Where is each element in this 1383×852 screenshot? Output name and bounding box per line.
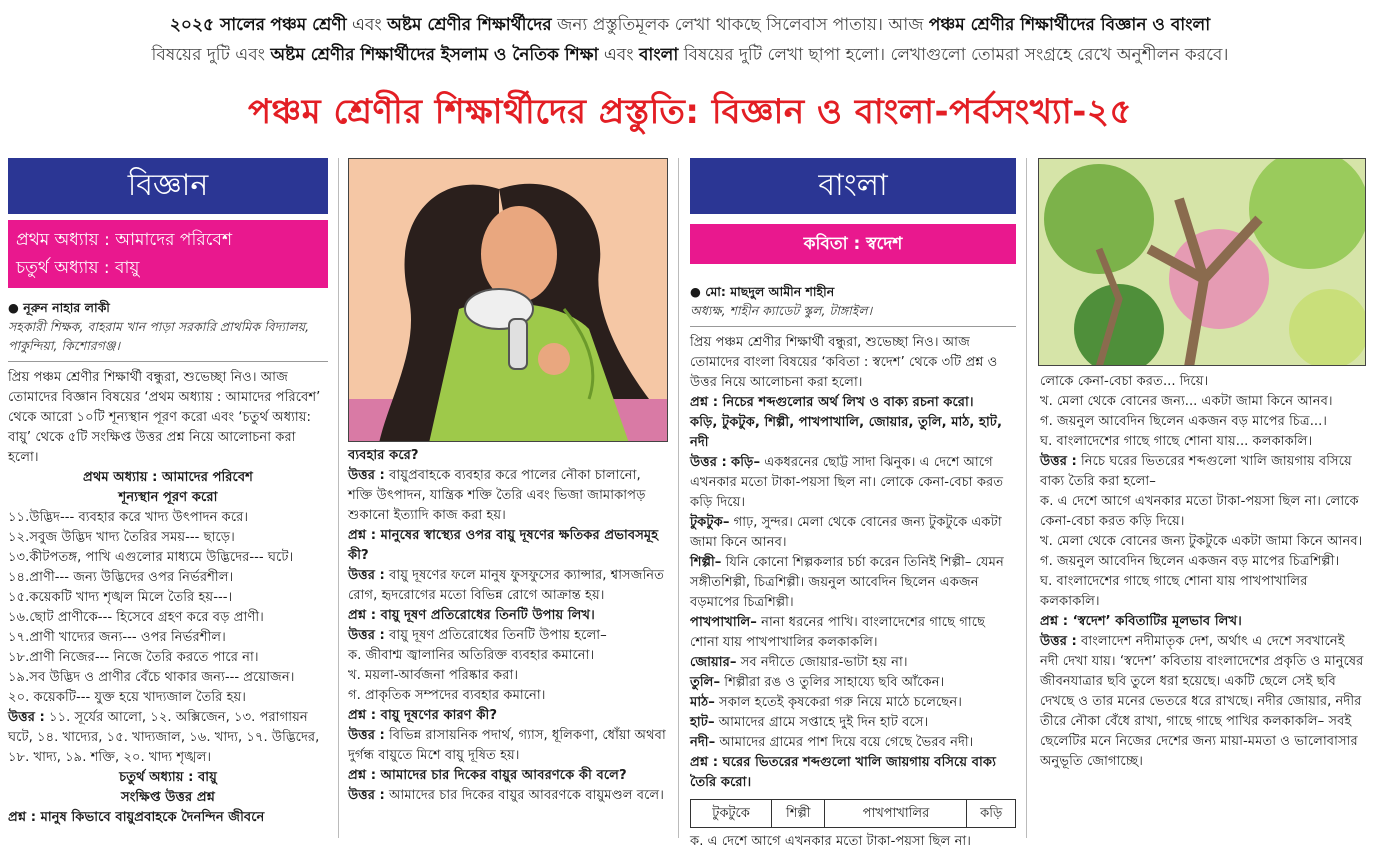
- science-sub-heading-1: প্রথম অধ্যায় : আমাদের পরিবেশ: [82, 470, 253, 485]
- intro-text: [40, 10, 1340, 70]
- chapter-1-label: প্রথম অধ্যায় : আমাদের পরিবেশ: [16, 230, 233, 250]
- word-meaning: আমাদের গ্রামে সপ্তাহে দুই দিন হাট বসে।: [718, 715, 929, 730]
- answer-3-item-a: ক. জীবাশ্ম জ্বালানির অতিরিক্ত ব্যবহার কমানো।: [348, 648, 595, 663]
- science-column: [8, 158, 328, 828]
- blank-sentence: ঘ. বাংলাদেশের গাছে গাছে শোনা যায়... কলকাকলি।: [1040, 434, 1313, 449]
- word-meaning-list: [690, 453, 1016, 753]
- answer-3-item-b: খ. ময়লা-আর্বজনা পরিষ্কার করা।: [348, 668, 519, 683]
- word-meaning: শিল্পীরা রঙ ও তুলির সাহায্যে ছবি আঁকেন।: [724, 675, 945, 690]
- word-term: মাঠ–: [690, 695, 715, 710]
- word-box-cell: শিল্পী: [772, 800, 825, 828]
- word-meaning: একধরনের ছোট্ট সাদা ঝিনুক। এ দেশে আগে এখনকার মতো টাকা-পয়সা ছিল না। লোকে কেনা-বেচা করত কড়ি দিয়ে।: [690, 455, 1004, 510]
- bangla-question-1-words: কড়ি, টুকটুক, শিল্পী, পাখপাখালি, জোয়ার, তুলি, মাঠ, হাট, নদী: [690, 415, 1002, 450]
- question-3: প্রশ্ন : বায়ু দূষণ প্রতিরোধের তিনটি উপায় লিখ।: [348, 608, 595, 623]
- bangla-intro: প্রিয় পঞ্চম শ্রেণীর শিক্ষার্থী বন্ধুরা, শুভেচ্ছা নিও। আজ তোমাদের বাংলা বিষয়ের ‘কবিতা : স্বদেশ’ থেকে ৩টি প্রশ্ন ও উত্তর নিয়ে আলোচনা করা হলো।: [690, 335, 998, 390]
- word-meaning: সকাল হতেই কৃষকেরা গরু নিয়ে মাঠে চলেছেন।: [719, 695, 962, 710]
- word-entry: [690, 733, 1016, 753]
- question-4: প্রশ্ন : বায়ু দূষণের কারণ কী?: [348, 708, 497, 723]
- bangla-question-3: প্রশ্ন : ‘স্বদেশ’ কবিতাটির মূলভাব লিখ।: [1040, 614, 1242, 629]
- bangla-question-1: প্রশ্ন : নিচের শব্দগুলোর অর্থ লিখ ও বাক্য রচনা করো।: [690, 395, 974, 410]
- science-intro: প্রিয় পঞ্চম শ্রেণীর শিক্ষার্থী বন্ধুরা, শুভেচ্ছা নিও। আজ তোমাদের বিজ্ঞান বিষয়ের ‘প্রথম অধ্যায় : আমাদের পরিবেশ’ থেকে আরো ১০টি শূন্যস্থান পূরণ করো এবং ‘চতুর্থ অধ্যায়: বায়ু’ থেকে ৫টি সংক্ষিপ্ত উত্তর প্রশ্ন নিয়ে আলোচনা করা হলো।: [8, 370, 321, 465]
- word-box-cell: টুকটুকে: [691, 800, 772, 828]
- bangla-poem-box: কবিতা : স্বদেশ: [690, 224, 1016, 264]
- word-meaning: আমাদের গ্রামের পাশ দিয়ে বয়ে গেছে ভৈরব নদী।: [719, 735, 974, 750]
- intro-line-2: বিষয়ের দুটি এবং অষ্টম শ্রেণীর শিক্ষার্থীদের ইসলাম ও নৈতিক শিক্ষা এবং বাংলা বিষয়ের দুটি লেখা ছাপা হলো। লেখাগুলো তোমরা সংগ্রহে রেখে অনুশীলন করবে।: [151, 45, 1229, 65]
- answer-label: উত্তর :: [690, 455, 727, 470]
- word-term: শিল্পী–: [690, 555, 722, 570]
- fill-blank-item: ১৬.ছোট প্রাণীকে--- হিসেবে গ্রহণ করে বড় প্রাণী।: [8, 610, 264, 625]
- illustration-art: [349, 159, 668, 442]
- word-box-cell: কড়ি: [967, 800, 1016, 828]
- answer-1: উত্তর : বায়ুপ্রবাহকে ব্যবহার করে পালের নৌকা চালানো, শক্তি উৎপাদন, যান্ত্রিক শক্তি তৈরি এবং ভিজা জামাকাপড় শুকানো ইত্যাদি কাজ করা হয়।: [348, 468, 646, 523]
- answer-4: উত্তর : বিভিন্ন রাসায়নিক পদার্থ, গ্যাস, ধূলিকণা, ধোঁয়া অথবা দুর্গন্ধ বায়ুতে মিশে বায়ু দূষিত হয়।: [348, 728, 666, 763]
- word-entry: [690, 613, 1016, 653]
- author-designation: সহকারী শিক্ষক, বাহরাম খান পাড়া সরকারি প্রাথমিক বিদ্যালয়, পাকুন্দিয়া, কিশোরগঞ্জ।: [8, 319, 310, 353]
- word-entry: [690, 713, 1016, 733]
- chapter-4-label: চতুর্থ অধ্যায় : বায়ু: [16, 258, 140, 278]
- filled-sentence: গ. জয়নুল আবেদিন ছিলেন একজন বড় মাপের চিত্রশিল্পী।: [1040, 554, 1340, 569]
- bangla-question-2: প্রশ্ন : ঘরের ভিতরের শব্দগুলো খালি জায়গায় বসিয়ে বাক্য তৈরি করো।: [690, 755, 996, 790]
- word-term: কড়ি–: [731, 455, 761, 470]
- blank-sentence: খ. মেলা থেকে বোনের জন্য... একটা জামা কিনে আনব।: [1040, 394, 1333, 409]
- column-divider: [338, 158, 339, 838]
- bangla-author: [690, 282, 1016, 327]
- fill-blank-item: ২০. কয়েকটি--- যুক্ত হয়ে খাদ্যজাল তৈরি হয়।: [8, 690, 247, 705]
- column-divider: [1026, 158, 1027, 838]
- author-name: ● নূরুন নাহার লাকী: [8, 300, 110, 315]
- filled-sentence: খ. মেলা থেকে বোনের জন্য টুকটুকে একটা জামা কিনে আনব।: [1040, 534, 1363, 549]
- fill-blank-item: ১৮.প্রাণী নিজের--- নিজে তৈরি করতে পারে না।: [8, 650, 259, 665]
- fill-blank-item: ১৪.প্রাণী--- জন্য উদ্ভিদের ওপর নির্ভরশীল।: [8, 570, 234, 585]
- hair-dryer-illustration: [348, 158, 668, 442]
- page-headline: পঞ্চম শ্রেণীর শিক্ষার্থীদের প্রস্তুতি: বিজ্ঞান ও বাংলা-পর্বসংখ্যা-২৫: [247, 92, 1133, 132]
- word-term: পাখপাখালি–: [690, 615, 757, 630]
- blank-sentence: গ. জয়নুল আবেদিন ছিলেন একজন বড় মাপের চিত্র...।: [1040, 414, 1328, 429]
- author-name: ● মো: মাছদুল আমীন শাহীন: [690, 284, 835, 299]
- answer-2: উত্তর : বায়ু দূষণের ফলে মানুষ ফুসফুসের ক্যান্সার, শ্বাসজনিত রোগ, হৃদরোগের মতো বিভিন্ন রোগে আক্রান্ত হয়।: [348, 568, 665, 603]
- science-title: বিজ্ঞান: [8, 158, 328, 214]
- bangla-answer-2-intro: উত্তর : নিচে ঘরের ভিতরের শব্দগুলো খালি জায়গায় বসিয়ে বাক্য তৈরি করা হলো–: [1040, 454, 1352, 489]
- science-continued-column: [348, 446, 668, 806]
- word-entry: [690, 693, 1016, 713]
- science-sub-heading-1b: শূন্যস্থান পূরণ করো: [118, 490, 218, 505]
- bangla-title: বাংলা: [690, 158, 1016, 214]
- fill-blank-item: ১৭.প্রাণী খাদ্যের জন্য--- ওপর নির্ভরশীল।: [8, 630, 226, 645]
- bangla-continued-column: [1040, 372, 1366, 772]
- science-answers: উত্তর : ১১. সূর্যের আলো, ১২. অক্সিজেন, ১৩. পরাগায়ন ঘটে, ১৪. খাদ্যের, ১৫. খাদ্যজাল, ১৬. খাদ্য, ১৭. উদ্ভিদের, ১৮. খাদ্য, ১৯. শক্তি, ২০. খাদ্য শৃঙ্খল।: [8, 710, 320, 765]
- word-meaning: যিনি কোনো শিল্পকলার চর্চা করেন তিনিই শিল্পী– যেমন সঙ্গীতশিল্পী, চিত্রশিল্পী। জয়নুল আবেদিন ছিলেন একজন বড়মাপের চিত্রশিল্পী।: [690, 555, 1004, 610]
- fill-blank-item: ১৯.সব উদ্ভিদ ও প্রাণীর বেঁচে থাকার জন্য--- প্রয়োজন।: [8, 670, 295, 685]
- word-term: নদী–: [690, 735, 716, 750]
- illustration-art: [1039, 159, 1366, 366]
- bangla-answer-3: উত্তর : বাংলাদেশ নদীমাতৃক দেশ, অর্থাৎ এ দেশে সবখানেই নদী দেখা যায়। ‘স্বদেশ’ কবিতায় বাংলাদেশের প্রকৃতি ও মানুষের জীবনযাত্রার ছবি তুলে ধরা হয়েছে। একটি ছেলে সেই ছবি দেখছে ও তার মনের ভেতরে ধরে রাখছে। নদীর জোয়ার, নদীর তীরে নৌকা বেঁধে রাখা, গাছে গাছে পাখির কলকাকলি– সবই ছেলেটির মনে নিজের দেশের জন্য মায়া-মমতা ও ভালোবাসার অনুভূতি জোগাচ্ছে।: [1040, 634, 1364, 769]
- intro-line-1: ২০২৫ সালের পঞ্চম শ্রেণী এবং অষ্টম শ্রেণীর শিক্ষার্থীদের জন্য প্রস্তুতিমূলক লেখা থাকছে সিলেবাস পাতায়। আজ পঞ্চম শ্রেণীর শিক্ষার্থীদের বিজ্ঞান ও বাংলা: [169, 15, 1211, 35]
- word-entry: [690, 553, 1016, 613]
- word-meaning: গাঢ়, সুন্দর। মেলা থেকে বোনের জন্য টুকটুকে একটা জামা কিনে আনব।: [690, 515, 1002, 550]
- word-entry: [690, 653, 1016, 673]
- science-sub-heading-2: চতুর্থ অধ্যায় : বায়ু: [119, 770, 217, 785]
- word-box-cell: পাখপাখালির: [825, 800, 967, 828]
- fill-blank-item: ১২.সবুজ উদ্ভিদ খাদ্য তৈরির সময়--- ছাড়ে।: [8, 530, 235, 545]
- word-box-table: [690, 799, 1016, 828]
- fill-blank-item: ১৩.কীটপতঙ্গ, পাখি এগুলোর মাধ্যমে উদ্ভিদের--- ঘটে।: [8, 550, 294, 565]
- word-term: টুকটুক–: [690, 515, 730, 530]
- answer-3-item-c: গ. প্রাকৃতিক সম্পদের ব্যবহার কমানো।: [348, 688, 546, 703]
- blank-lines: [1040, 372, 1366, 452]
- fill-blank-list: [8, 508, 328, 708]
- fill-blank-item: ১৫.কয়েকটি খাদ্য শৃঙ্খল মিলে তৈরি হয়---।: [8, 590, 233, 605]
- word-term: তুলি–: [690, 675, 721, 690]
- science-sub-heading-2b: সংক্ষিপ্ত উত্তর প্রশ্ন: [121, 790, 215, 805]
- science-chapter-box: [8, 220, 328, 288]
- fill-blank-item: ১১.উদ্ভিদ--- ব্যবহার করে খাদ্য উৎপাদন করে।: [8, 510, 249, 525]
- bangla-last-line: ক. এ দেশে আগে এখনকার মতো টাকা-পয়সা ছিল না।: [690, 834, 971, 849]
- question-2: প্রশ্ন : মানুষের স্বাস্থ্যের ওপর বায়ু দূষণের ক্ষতিকর প্রভাবসমূহ কী?: [348, 528, 659, 563]
- word-meaning: সব নদীতে জোয়ার-ভাটা হয় না।: [740, 655, 908, 670]
- word-entry: [690, 513, 1016, 553]
- science-author: [8, 298, 328, 362]
- answer-3: উত্তর : বায়ু দূষণ প্রতিরোধের তিনটি উপায় হলো–: [348, 628, 607, 643]
- blank-sentence: লোকে কেনা-বেচা করত... দিয়ে।: [1040, 374, 1209, 389]
- tree-illustration: [1038, 158, 1366, 366]
- question-1-continued: ব্যবহার করে?: [348, 448, 419, 463]
- word-meaning: নানা ধরনের পাখি। বাংলাদেশের গাছে গাছে শোনা যায় পাখপাখালির কলকাকলি।: [690, 615, 986, 650]
- word-entry: [690, 453, 1016, 513]
- filled-lines: [1040, 492, 1366, 612]
- filled-sentence: ক. এ দেশে আগে এখনকার মতো টাকা-পয়সা ছিল না। লোকে কেনা-বেচা করত কড়ি দিয়ে।: [1040, 494, 1359, 529]
- word-term: হাট–: [690, 715, 715, 730]
- author-designation: অধ্যক্ষ, শাহীন ক্যাডেট স্কুল, টাঙ্গাইল।: [690, 303, 873, 318]
- science-question-1: প্রশ্ন : মানুষ কিভাবে বায়ুপ্রবাহকে দৈনন্দিন জীবনে: [8, 810, 265, 825]
- word-entry: [690, 673, 1016, 693]
- column-divider: [678, 158, 679, 838]
- filled-sentence: ঘ. বাংলাদেশের গাছে গাছে শোনা যায় পাখপাখালির কলকাকলি।: [1040, 574, 1308, 609]
- question-5: প্রশ্ন : আমাদের চার দিকের বায়ুর আবরণকে কী বলে?: [348, 768, 627, 783]
- word-term: জোয়ার–: [690, 655, 737, 670]
- answer-5: উত্তর : আমাদের চার দিকের বায়ুর আবরণকে বায়ুমণ্ডল বলে।: [348, 788, 664, 803]
- bangla-column: [690, 158, 1016, 852]
